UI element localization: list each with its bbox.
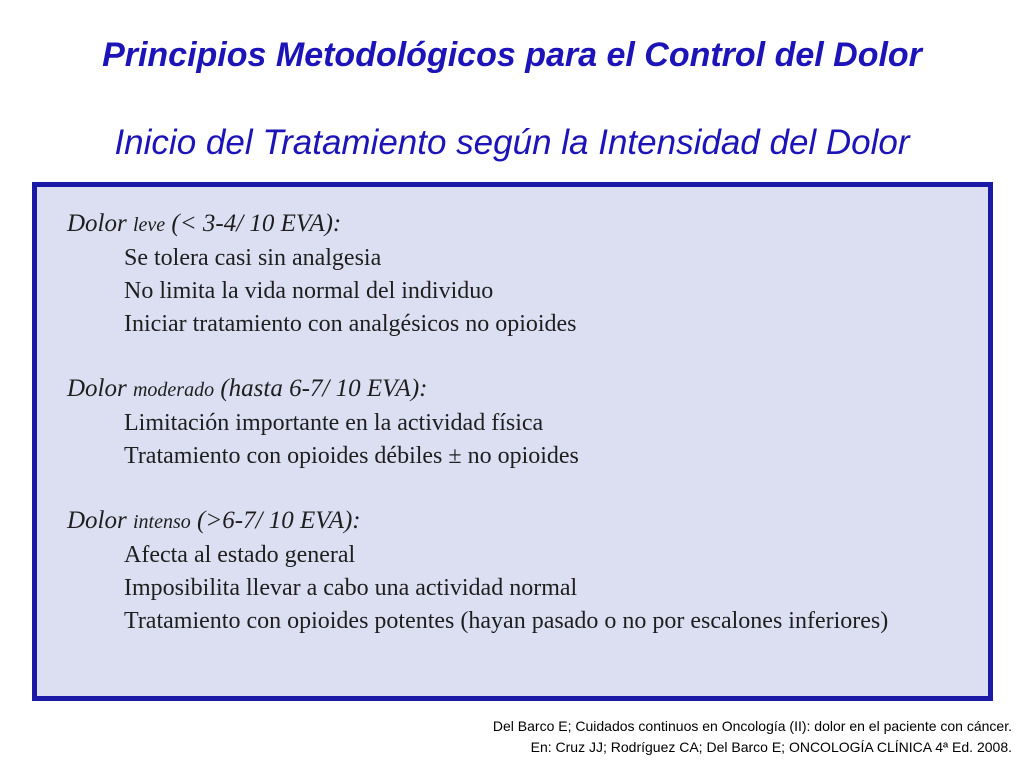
heading-level: moderado bbox=[132, 379, 215, 401]
list-item: Tratamiento con opioides débiles ± no opioides bbox=[124, 443, 579, 469]
heading-main: Dolor bbox=[67, 507, 127, 534]
citation-line: Del Barco E; Cuidados continuos en Oncología (II): dolor en el paciente con cáncer. bbox=[492, 718, 1012, 734]
section-heading bbox=[67, 207, 968, 242]
citation-line: En: Cruz JJ; Rodríguez CA; Del Barco E; ONCOLOGÍA CLÍNICA 4ª Ed. 2008. bbox=[530, 739, 1012, 755]
list-item: Limitación importante en la actividad física bbox=[124, 410, 544, 436]
heading-range: (< 3-4/ 10 EVA): bbox=[171, 210, 342, 237]
list-item: Se tolera casi sin analgesia bbox=[124, 245, 382, 271]
list-item: Iniciar tratamiento con analgésicos no opioides bbox=[124, 311, 577, 337]
slide-subtitle: Inicio del Tratamiento según la Intensidad del Dolor bbox=[114, 123, 910, 162]
citation bbox=[493, 716, 1012, 758]
heading-range: (>6-7/ 10 EVA): bbox=[197, 507, 361, 534]
list-item: No limita la vida normal del individuo bbox=[124, 278, 494, 304]
section-mild-pain bbox=[67, 207, 968, 341]
list-item: Afecta al estado general bbox=[124, 542, 356, 568]
section-heading bbox=[67, 504, 968, 539]
heading-range: (hasta 6-7/ 10 EVA): bbox=[220, 375, 428, 402]
section-moderate-pain bbox=[67, 372, 968, 473]
section-intense-pain bbox=[67, 504, 968, 637]
heading-level: leve bbox=[132, 214, 166, 236]
section-heading bbox=[67, 372, 968, 407]
slide-title: Principios Metodológicos para el Control del Dolor bbox=[102, 36, 922, 74]
list-item: Tratamiento con opioides potentes (hayan pasado o no por escalones inferiores) bbox=[124, 608, 889, 634]
list-item: Imposibilita llevar a cabo una actividad normal bbox=[124, 575, 578, 601]
heading-main: Dolor bbox=[67, 210, 127, 237]
pain-intensity-panel bbox=[32, 182, 993, 701]
heading-level: intenso bbox=[132, 511, 191, 533]
heading-main: Dolor bbox=[67, 375, 127, 402]
